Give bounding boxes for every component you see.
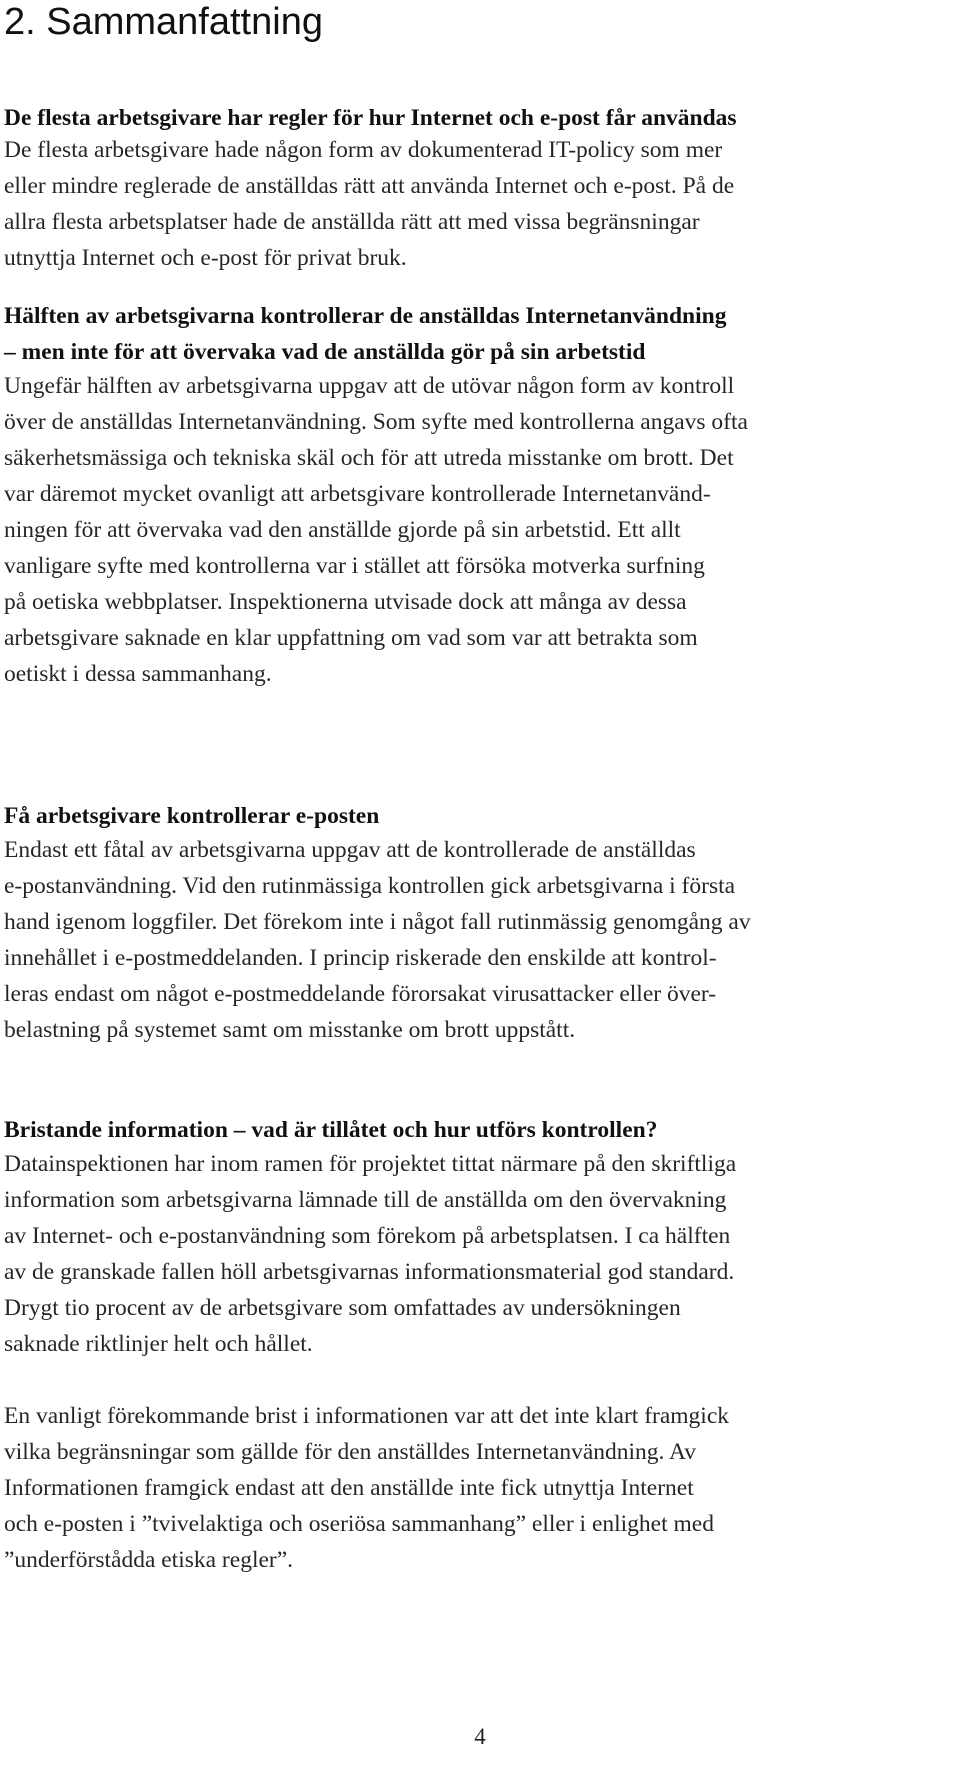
paragraph [4, 132, 949, 276]
page-number: 4 [474, 1724, 486, 1749]
text-line: och e-posten i ”tvivelaktiga och oseriösa sammanhang” eller i enlighet med [4, 1511, 714, 1537]
text-line: Informationen framgick endast att den anställde inte fick utnyttja Internet [4, 1475, 694, 1501]
paragraph [4, 832, 949, 1048]
heading-line: Hälften av arbetsgivarna kontrollerar de anställdas Internetanvändning [4, 303, 727, 329]
text-line: innehållet i e-postmeddelanden. I princip riskerade den enskilde att kontrol- [4, 945, 717, 971]
page-title: 2. Sammanfattning [4, 1, 323, 43]
section-heading [4, 1112, 949, 1148]
text-line: över de anställdas Internetanvändning. Som syfte med kontrollerna angavs ofta [4, 409, 748, 435]
text-line: var däremot mycket ovanligt att arbetsgivare kontrollerade Internetanvänd- [4, 481, 711, 507]
text-line: säkerhetsmässiga och tekniska skäl och för att utreda misstanke om brott. Det [4, 445, 734, 471]
section-kontroll-epost [4, 798, 949, 1048]
section-regler [4, 100, 949, 276]
section-heading [4, 798, 949, 834]
text-line: allra flesta arbetsplatser hade de anställda rätt att med vissa begränsningar [4, 209, 700, 235]
paragraph [4, 1146, 949, 1362]
text-line: ”underförstådda etiska regler”. [4, 1547, 294, 1573]
heading-line: Bristande information – vad är tillåtet och hur utförs kontrollen? [4, 1117, 658, 1143]
text-line: vilka begränsningar som gällde för den anställdes Internetanvändning. Av [4, 1439, 696, 1465]
text-line: information som arbetsgivarna lämnade till de anställda om den övervakning [4, 1187, 727, 1213]
text-line: eller mindre reglerade de anställdas rätt att använda Internet och e-post. På de [4, 173, 735, 199]
text-line: belastning på systemet samt om misstanke om brott uppstått. [4, 1017, 576, 1043]
text-line: arbetsgivare saknade en klar uppfattning om vad som var att betrakta som [4, 625, 698, 651]
section-heading [4, 100, 949, 136]
section-heading [4, 298, 949, 370]
text-line: e-postanvändning. Vid den rutinmässiga kontrollen gick arbetsgivarna i första [4, 873, 736, 899]
text-line: utnyttja Internet och e-post för privat bruk. [4, 245, 407, 271]
text-line: ningen för att övervaka vad den anställde gjorde på sin arbetstid. Ett allt [4, 517, 681, 543]
text-line: Ungefär hälften av arbetsgivarna uppgav att de utövar någon form av kontroll [4, 373, 735, 399]
text-line: De flesta arbetsgivare hade någon form av dokumenterad IT-policy som mer [4, 137, 723, 163]
text-line: av Internet- och e-postanvändning som förekom på arbetsplatsen. I ca hälften [4, 1223, 731, 1249]
text-line: En vanligt förekommande brist i informationen var att det inte klart framgick [4, 1403, 730, 1429]
paragraph [4, 1398, 949, 1578]
text-line: saknade riktlinjer helt och hållet. [4, 1331, 313, 1357]
text-line: Drygt tio procent av de arbetsgivare som omfattades av undersökningen [4, 1295, 681, 1321]
section-bristande-information [4, 1112, 949, 1578]
text-line: hand igenom loggfiler. Det förekom inte i något fall rutinmässig genomgång av [4, 909, 751, 935]
paragraph [4, 368, 949, 692]
text-line: av de granskade fallen höll arbetsgivarnas informationsmaterial god standard. [4, 1259, 735, 1285]
text-line: Datainspektionen har inom ramen för projektet tittat närmare på den skriftliga [4, 1151, 737, 1177]
heading-line: Få arbetsgivare kontrollerar e-posten [4, 803, 380, 829]
text-line: vanligare syfte med kontrollerna var i stället att försöka motverka surfning [4, 553, 705, 579]
text-line: Endast ett fåtal av arbetsgivarna uppgav att de kontrollerade de anställdas [4, 837, 696, 863]
section-kontroll-internet [4, 298, 949, 692]
heading-line: De flesta arbetsgivare har regler för hur Internet och e-post får användas [4, 105, 737, 131]
heading-line: – men inte för att övervaka vad de anställda gör på sin arbetstid [4, 339, 646, 365]
text-line: oetiskt i dessa sammanhang. [4, 661, 272, 687]
text-line: leras endast om något e-postmeddelande förorsakat virusattacker eller över- [4, 981, 717, 1007]
text-line: på oetiska webbplatser. Inspektionerna utvisade dock att många av dessa [4, 589, 687, 615]
